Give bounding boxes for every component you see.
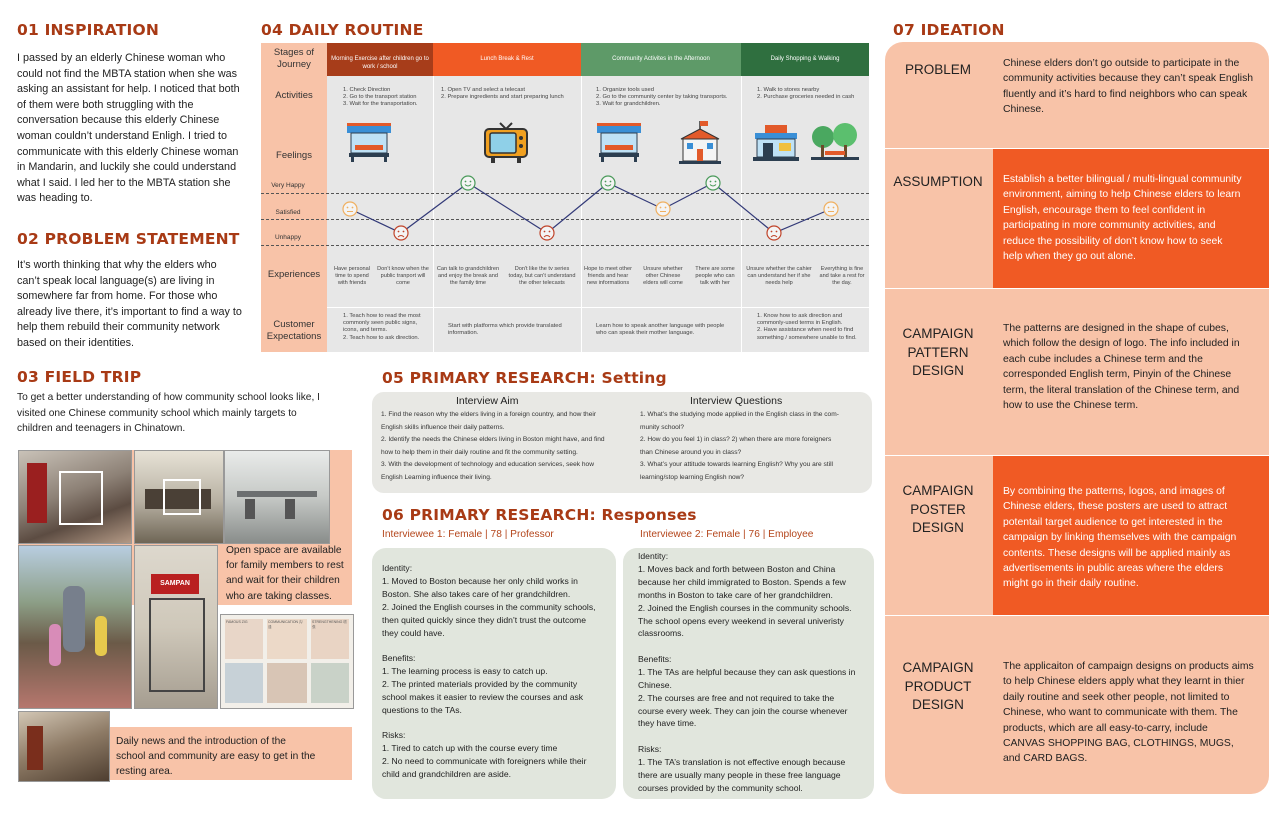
unhappy-face-icon (767, 226, 781, 240)
ideation-title: 07 IDEATION (893, 21, 1005, 39)
ideation-row-pattern (885, 288, 1269, 455)
newspaper-stand-photo (134, 545, 218, 709)
ideation-row-product (885, 615, 1269, 794)
field-trip-caption-1: Open space are available for family members to rest and wait for their children who are taking classes. (226, 545, 344, 602)
field-trip-text: To get a better understanding of how community school looks like, I visited one Chinese community school which mainly targets to children and teenagers in Chinatown. (17, 392, 320, 435)
experience-2a: Can talk to grandchildren and enjoy the break and the family time (436, 266, 500, 286)
satisfied-face-icon (656, 202, 670, 216)
label-very-happy: Very Happy (271, 182, 305, 189)
experience-3c: There are some people who can talk with her (695, 266, 735, 286)
research-responses-title: 06 PRIMARY RESEARCH: Responses (382, 506, 697, 524)
ideation-text-poster: By combining the patterns, logos, and images of Chinese elders, these posters are used to attract potentail target audience to get interested in the campaign by linking themselves with the campaign contents. These designs will be applied mainly as advertisements in public areas where the elders might go in their daily routine. (1003, 486, 1237, 590)
ideation-text-assumption: Establish a better bilingual / multi-lingual community environment, aiming to help Chinese elders to learn English, encourage them to feel confident in participating in more community activities, and reduce the possibility of don’t know how to seek help when they go out alone. (1003, 174, 1242, 263)
field-trip-caption-2: Daily news and the introduction of the school and community are easy to get in the resting area. (116, 736, 316, 778)
experience-2b: Don't like the tv series today, but can't understand the other telecasts (508, 266, 576, 286)
inspiration-title: 01 INSPIRATION (17, 21, 160, 39)
label-stages: Stages of Journey (273, 47, 315, 70)
interview-questions-text: 1. What’s the studying mode applied in the English class in the com- munity school? 2. How do you feel 1) in class? 2) when there are more foreigners than Chinese around you in class? 3. What’s your attitude towards learning English? Why you are still learning/stop learning English now? (640, 411, 839, 481)
research-setting-title: 05 PRIMARY RESEARCH: Setting (382, 369, 667, 387)
stage-header-1: Morning Exercise after children go to work / school (327, 43, 433, 76)
emotion-curve (261, 43, 869, 352)
very-happy-face-icon (706, 176, 720, 190)
ideation-text-pattern: The patterns are designed in the shape of cubes, which follow the design of logo. The info included in each cube includes a Chinese term and the corresponded English term, Pinyin of the Chinese term, the literal translation of the Chinese term, and how to use the Chinese term. (1003, 323, 1240, 412)
stage-header-4: Daily Shopping & Walking (741, 43, 869, 76)
expectation-4: 1. Know how to ask direction and commonly-used terms in English. 2. Have assistance when need to find something / somewhere unable to find. (757, 313, 857, 341)
activities-2: 1. Open TV and select a telecast 2. Prepare ingredients and start preparing lunch (441, 87, 564, 101)
unhappy-face-icon (540, 226, 554, 240)
classroom-photo (134, 450, 224, 544)
very-happy-face-icon (461, 176, 475, 190)
resting-area-photo (18, 711, 110, 782)
open-space-photo (224, 450, 330, 544)
inspiration-text: I passed by an elderly Chinese woman who could not find the MBTA station when she was asking an assistant for help. I noticed that both of them were both struggling with the conversation because this elderly Chinese woman couldn’t understand Enligh. I tried to communicate with this elderly Chinese woman in Mandarin, and luckily she could understand what I said. I led her to the MBTA station she was heading to. (17, 52, 240, 205)
interviewee-1-card: Identity: 1. Moved to Boston because her only child works in Boston. She also takes care of her grandchildren. 2. Joined the English courses in the community schools, then quited quickly since they didn’t trust the outcome they could have. Benefits: 1. The learning process is easy to catch up. 2. The printed materials provided by the community school makes it easier to review the courses and ask questions to the TAs. Risks: 1. Tired to catch up with the course every time 2. No need to communicate with foreigners while their child and grandchildren are aside. (372, 548, 616, 799)
stage-header-3: Community Activites in the Afternoon (581, 43, 741, 76)
ideation-row-poster (885, 455, 1269, 615)
problem-statement-title: 02 PROBLEM STATEMENT (17, 230, 240, 248)
satisfied-face-icon (343, 202, 357, 216)
experience-1b: Don't know when the public tranport will come (377, 266, 429, 286)
ideation-label-product: CAMPAIGN PRODUCT DESIGN (902, 660, 974, 712)
label-feelings: Feelings (276, 150, 312, 161)
ideation-text-product: The applicaiton of campaign designs on products aims to help Chinese elders apply what they learnt in thier daily routine and seek other people, not limited to Chinese, who want to communicate with them. The products, which are all easy-to-carry, include CANVAS SHOPPING BAG, CLOTHINGS, MUGS, and CARD BAGS. (1003, 661, 1254, 765)
activities-3: 1. Organize tools used 2. Go to the community center by taking transports. 3. Wait for grandchildren. (596, 87, 728, 108)
label-customer-expectations: Customer Expectations (266, 319, 322, 342)
interviewee-2-card: Identity: 1. Moves back and forth between Boston and China because her child immigrated to Boston. Spends a few months in Boston to take care of her grandchildren. 2. Joined the English courses in the community schools. The school opens every weekend in several univeristy classrooms. Benefits: 1. The TAs are helpful because they can ask questions in Chinese. 2. The courses are free and not required to take the course every week. They can join the course whenever they have time. Risks: 1. The TA’s translation is not effective enough because there are usually many people in these free language courses provided by the community school. (623, 548, 874, 799)
expectation-3: Learn how to speak another language with people who can speak their mother language. (596, 323, 725, 337)
label-satisfied: Satisfied (275, 209, 301, 216)
experience-3a: Hope to meet other friends and hear new informations (584, 266, 632, 286)
experience-1a: Have personal time to spend with friends (333, 266, 371, 286)
ideation-label-poster: CAMPAIGN POSTER DESIGN (902, 483, 974, 535)
ideation-row-problem (885, 42, 1269, 148)
experience-3b: Unsure whether other Chinese elders will come (643, 266, 683, 286)
ideation-label-problem: PROBLEM (904, 62, 972, 77)
interview-aim-heading: Interview Aim (456, 395, 519, 407)
field-trip-title: 03 FIELD TRIP (17, 368, 142, 386)
expectation-2: Start with platforms which provide translated information. (448, 323, 562, 337)
interview-aim-text: 1. Find the reason why the elders living in a foreign country, and how their English skills influence their daily patterns. 2. Identify the needs the Chinese elders living in Boston might have, and find how to help them in their daily routine and fit the community setting. 3. With the development of technology and education services, seek how English Learning influence their living. (381, 411, 605, 481)
expectation-1: 1. Teach how to read the most commonly seen public signs, icons, and terms. 2. Teach how to ask direction. (343, 313, 421, 341)
label-experiences: Experiences (267, 269, 321, 280)
label-activities: Activities (275, 90, 313, 101)
problem-statement-text: It’s worth thinking that why the elders who can’t speak local language(s) are living in somewhere far from home. For those who already live there, it’s important to find a way to help them rebuild their community network based on their identities. (17, 259, 242, 349)
ideation-text-problem: Chinese elders don’t go outside to participate in the community activities because they can’t speak English fluently and it’s hard to find neighbors who can speak Chinese. (1003, 58, 1254, 116)
daily-routine-title: 04 DAILY ROUTINE (261, 21, 424, 39)
experience-4a: Unsure whether the cahier can understand her if she needs help (746, 266, 812, 286)
interview-questions-heading: Interview Questions (690, 395, 783, 407)
activities-1: 1. Check Direction 2. Go to the transport station 3. Wait for the transportation. (343, 87, 418, 108)
ideation-label-pattern: CAMPAIGN PATTERN DESIGN (902, 326, 974, 378)
interviewee-2-heading: Interviewee 2: Female | 76 | Employee (640, 529, 814, 540)
activities-4: 1. Walk to stores nearby 2. Purchase groceries needed in cash (757, 87, 855, 101)
experience-4b: Everything is fine and take a rest for the day. (819, 266, 865, 286)
ideation-row-assumption (885, 148, 1269, 288)
label-unhappy: Unhappy (274, 234, 302, 241)
interviewee-1-heading: Interviewee 1: Female | 78 | Professor (382, 529, 554, 540)
stage-header-2: Lunch Break & Rest (433, 43, 581, 76)
street-photo (18, 545, 132, 709)
ideation-label-assumption: ASSUMPTION (893, 174, 983, 189)
bulletin-board-photo: FAMOUS ZIG COMMUNICATION 沟通 STRENGTHENING 增强 (220, 614, 354, 709)
research-setting-box (372, 392, 872, 493)
hallway-photo (18, 450, 132, 544)
journey-map (261, 43, 869, 352)
satisfied-face-icon (824, 202, 838, 216)
sampan-label: SAMPAN (151, 574, 199, 594)
very-happy-face-icon (601, 176, 615, 190)
unhappy-face-icon (394, 226, 408, 240)
